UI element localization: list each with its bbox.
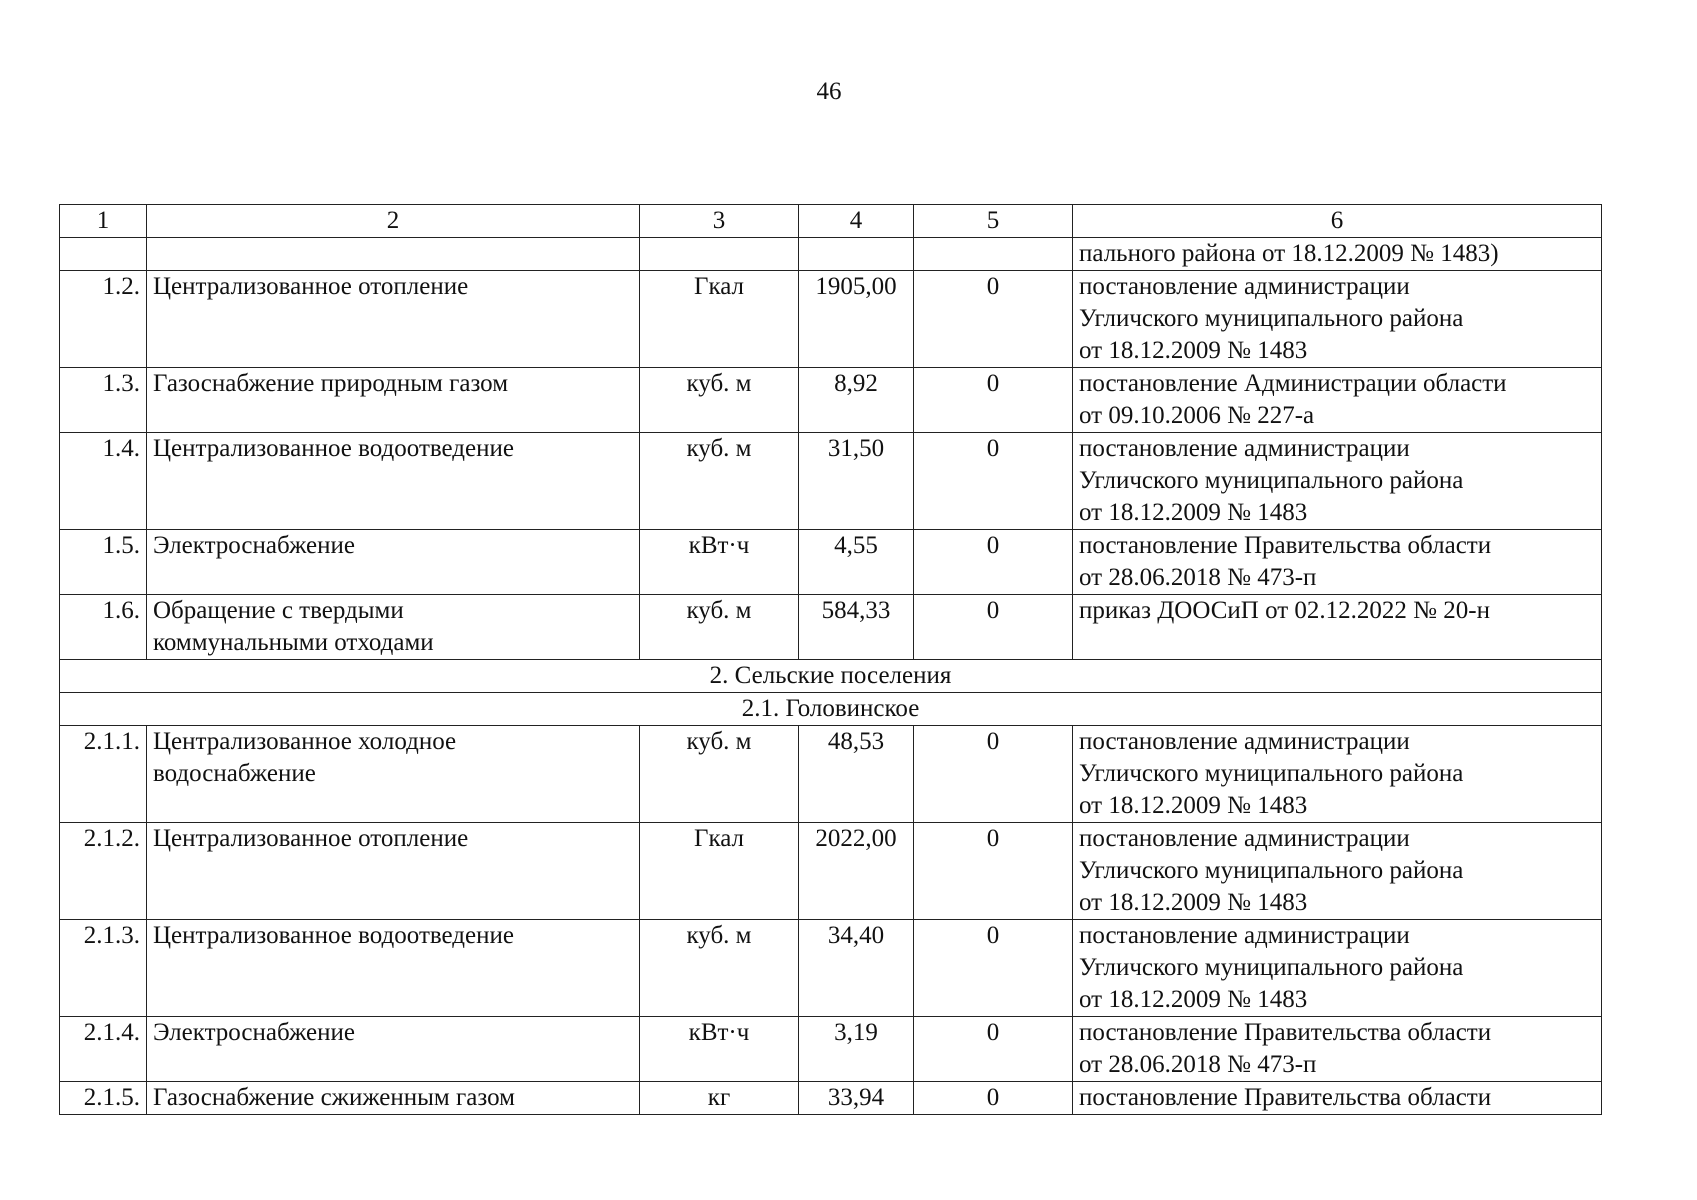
row-number: 1.6.: [60, 595, 147, 660]
service-name: [147, 433, 640, 530]
norm-value: 33,94: [799, 1082, 914, 1115]
unit: Гкал: [640, 823, 799, 920]
unit: куб. м: [640, 726, 799, 823]
norm-value: 31,50: [799, 433, 914, 530]
column-5-value: 0: [914, 595, 1073, 660]
legal-basis: [1073, 595, 1602, 660]
legal-basis-line: Угличского муниципального района: [1079, 857, 1464, 884]
table-row: [60, 726, 1602, 823]
column-5-value: 0: [914, 823, 1073, 920]
row-number: 2.1.4.: [60, 1017, 147, 1082]
service-name-line: Централизованное холодное: [153, 728, 457, 755]
legal-basis-line: постановление Администрации области: [1079, 370, 1507, 397]
legal-basis-line: постановление администрации: [1079, 273, 1410, 300]
legal-basis: [1073, 433, 1602, 530]
row-number: 1.4.: [60, 433, 147, 530]
row-number: 1.5.: [60, 530, 147, 595]
legal-basis-line: от 18.12.2009 № 1483: [1079, 499, 1308, 526]
unit: куб. м: [640, 920, 799, 1017]
legal-basis-line: от 18.12.2009 № 1483: [1079, 337, 1308, 364]
legal-basis-line: от 09.10.2006 № 227-а: [1079, 402, 1315, 429]
service-name-line: Централизованное отопление: [153, 825, 469, 852]
legal-basis-line: Угличского муниципального района: [1079, 954, 1464, 981]
table-row: [60, 1017, 1602, 1082]
table-row: [60, 271, 1602, 368]
legal-basis-line: от 28.06.2018 № 473-п: [1079, 1051, 1317, 1078]
norm-value: [799, 238, 914, 271]
legal-basis: [1073, 726, 1602, 823]
row-number: 2.1.5.: [60, 1082, 147, 1115]
row-number: 1.3.: [60, 368, 147, 433]
legal-basis-line: от 18.12.2009 № 1483: [1079, 986, 1308, 1013]
legal-basis-line: постановление Правительства области: [1079, 532, 1492, 559]
norm-value: 48,53: [799, 726, 914, 823]
column-number-4: 4: [799, 205, 914, 238]
column-5-value: 0: [914, 1017, 1073, 1082]
column-5-value: 0: [914, 530, 1073, 595]
column-5-value: 0: [914, 271, 1073, 368]
page-number: 46: [816, 78, 842, 105]
legal-basis-line: приказ ДООСиП от 02.12.2022 № 20-н: [1079, 597, 1490, 624]
section-title: 2.1. Головинское: [60, 693, 1602, 726]
legal-basis-line: пального района от 18.12.2009 № 1483): [1079, 240, 1499, 267]
row-number: 2.1.2.: [60, 823, 147, 920]
unit: кВт·ч: [640, 530, 799, 595]
service-name: [147, 530, 640, 595]
service-name: [147, 1017, 640, 1082]
norm-value: 3,19: [799, 1017, 914, 1082]
column-5-value: 0: [914, 1082, 1073, 1115]
norm-value: 1905,00: [799, 271, 914, 368]
legal-basis-line: постановление администрации: [1079, 825, 1410, 852]
unit: куб. м: [640, 595, 799, 660]
table-row: [60, 1082, 1602, 1115]
service-name: [147, 726, 640, 823]
unit: кг: [640, 1082, 799, 1115]
service-name: [147, 1082, 640, 1115]
tariff-table: [59, 204, 1602, 1115]
service-name-line: водоснабжение: [153, 760, 316, 787]
table-row: [60, 433, 1602, 530]
legal-basis-line: постановление администрации: [1079, 435, 1410, 462]
section-title: 2. Сельские поселения: [60, 660, 1602, 693]
service-name-line: коммунальными отходами: [153, 629, 434, 656]
unit: куб. м: [640, 368, 799, 433]
unit: Гкал: [640, 271, 799, 368]
service-name: [147, 823, 640, 920]
table-row: [60, 920, 1602, 1017]
column-5-value: 0: [914, 920, 1073, 1017]
legal-basis: [1073, 823, 1602, 920]
legal-basis-line: Угличского муниципального района: [1079, 305, 1464, 332]
column-5-value: 0: [914, 433, 1073, 530]
service-name-line: Газоснабжение сжиженным газом: [153, 1084, 515, 1111]
column-5-value: [914, 238, 1073, 271]
table-row: [60, 368, 1602, 433]
legal-basis: [1073, 271, 1602, 368]
legal-basis-line: от 18.12.2009 № 1483: [1079, 792, 1308, 819]
service-name: [147, 920, 640, 1017]
legal-basis-line: Угличского муниципального района: [1079, 467, 1464, 494]
column-number-6: 6: [1073, 205, 1602, 238]
table-body: [60, 205, 1602, 1115]
table-row: [60, 238, 1602, 271]
legal-basis-line: постановление Правительства области: [1079, 1084, 1492, 1111]
service-name: [147, 595, 640, 660]
column-number-3: 3: [640, 205, 799, 238]
norm-value: 34,40: [799, 920, 914, 1017]
legal-basis: [1073, 368, 1602, 433]
legal-basis-line: постановление администрации: [1079, 728, 1410, 755]
legal-basis: [1073, 238, 1602, 271]
row-number: [60, 238, 147, 271]
row-number: 1.2.: [60, 271, 147, 368]
row-number: 2.1.3.: [60, 920, 147, 1017]
service-name: [147, 271, 640, 368]
service-name-line: Обращение с твердыми: [153, 597, 404, 624]
norm-value: 8,92: [799, 368, 914, 433]
legal-basis-line: постановление администрации: [1079, 922, 1410, 949]
service-name-line: Электроснабжение: [153, 1019, 355, 1046]
legal-basis: [1073, 530, 1602, 595]
norm-value: 2022,00: [799, 823, 914, 920]
column-number-row: [60, 205, 1602, 238]
legal-basis: [1073, 920, 1602, 1017]
column-number-1: 1: [60, 205, 147, 238]
legal-basis: [1073, 1082, 1602, 1115]
column-number-5: 5: [914, 205, 1073, 238]
legal-basis-line: от 28.06.2018 № 473-п: [1079, 564, 1317, 591]
unit: [640, 238, 799, 271]
unit: куб. м: [640, 433, 799, 530]
section-row: [60, 660, 1602, 693]
table-row: [60, 530, 1602, 595]
legal-basis-line: Угличского муниципального района: [1079, 760, 1464, 787]
service-name: [147, 238, 640, 271]
service-name-line: Централизованное водоотведение: [153, 922, 514, 949]
legal-basis-line: постановление Правительства области: [1079, 1019, 1492, 1046]
row-number: 2.1.1.: [60, 726, 147, 823]
legal-basis-line: от 18.12.2009 № 1483: [1079, 889, 1308, 916]
service-name: [147, 368, 640, 433]
table-row: [60, 823, 1602, 920]
table-row: [60, 595, 1602, 660]
column-5-value: 0: [914, 726, 1073, 823]
norm-value: 584,33: [799, 595, 914, 660]
unit: кВт·ч: [640, 1017, 799, 1082]
column-5-value: 0: [914, 368, 1073, 433]
column-number-2: 2: [147, 205, 640, 238]
legal-basis: [1073, 1017, 1602, 1082]
norm-value: 4,55: [799, 530, 914, 595]
service-name-line: Централизованное отопление: [153, 273, 469, 300]
service-name-line: Электроснабжение: [153, 532, 355, 559]
service-name-line: Газоснабжение природным газом: [153, 370, 509, 397]
service-name-line: Централизованное водоотведение: [153, 435, 514, 462]
section-row: [60, 693, 1602, 726]
